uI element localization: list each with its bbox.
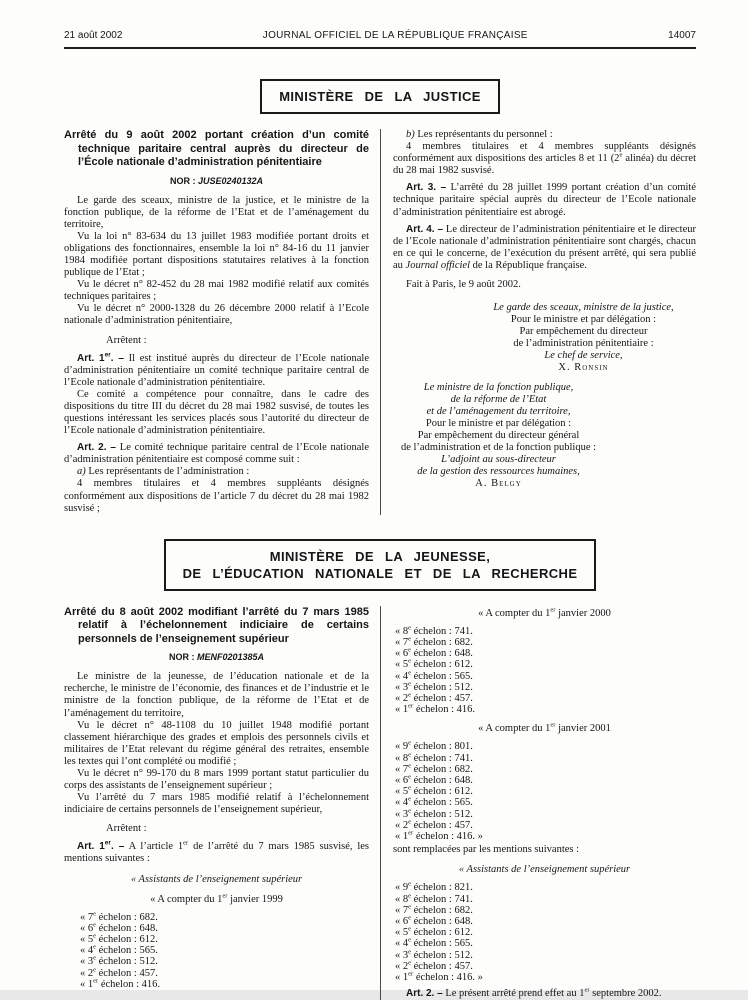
echelon-pre: « 5: [395, 786, 409, 798]
item-b-body-post: alinéa) du décret du 28 mai 1982 susvisé.: [393, 153, 696, 177]
ordinal-suffix: e: [408, 807, 412, 815]
ordinal-suffix: e: [408, 646, 412, 654]
echelon-line: [395, 626, 696, 637]
jeunesse-article-2: [393, 988, 696, 1000]
echelon-line: [395, 786, 696, 797]
echelon-list-1999: [64, 912, 369, 990]
ordinal-suffix: e: [408, 739, 412, 747]
ordinal-suffix: e: [408, 624, 412, 632]
ordinal-suffix: er: [183, 839, 189, 847]
jeunesse-vu-paragraph: Vu l’arrêté du 7 mars 1985 modifié relatif à l’échelonnement indiciaire de certains personnels de l’enseignement supérieur,: [64, 792, 369, 816]
echelon-value: échelon : 741.: [411, 625, 473, 637]
echelon-pre: « 6: [395, 915, 409, 927]
article-1-label-text: Art. 1: [77, 841, 105, 853]
article-2-label: Art. 2. –: [77, 442, 116, 454]
article-2-body: Le comité technique paritaire central de l’Ecole nationale d’administration pénitentiaire est composé comme suit :: [64, 442, 369, 466]
ordinal-suffix: e: [408, 773, 412, 781]
ordinal-suffix: e: [408, 959, 412, 967]
article-2-label: Art. 2. –: [406, 988, 443, 1000]
ordinal-suffix: e: [408, 936, 412, 944]
echelon-value: échelon : 648.: [411, 774, 473, 786]
item-b-text: Les représentants du personnel :: [417, 129, 553, 140]
header-date: 21 août 2002: [64, 30, 123, 41]
page-header: [64, 30, 696, 49]
echelon-line: [395, 797, 696, 808]
justice-article-3: [393, 182, 696, 218]
jeunesse-left-column: [64, 606, 380, 1000]
echelon-list-2001: [393, 741, 696, 842]
signature-title: de la gestion des ressources humaines,: [417, 465, 580, 477]
nor-label: NOR :: [168, 652, 195, 663]
compter-post: janvier 1999: [227, 893, 283, 905]
ordinal-suffix: e: [408, 892, 412, 899]
signature-line: de la réforme de l’Etat: [450, 393, 547, 405]
echelon-line: [80, 923, 369, 934]
fait-a-paris-line: Fait à Paris, le 9 août 2002.: [406, 279, 521, 291]
echelon-pre: « 4: [395, 797, 409, 809]
ordinal-suffix: e: [93, 921, 97, 929]
ordinal-suffix: er: [408, 829, 414, 837]
article-2-body-post: septembre 2002.: [589, 988, 662, 1000]
ordinal-suffix: er: [584, 986, 590, 994]
assistants-heading: « Assistants de l’enseignement supérieur: [130, 873, 303, 885]
echelon-pre: « 8: [395, 752, 409, 764]
justice-item-a-body: [64, 478, 369, 514]
item-a-text: Les représentants de l’administration :: [88, 466, 250, 478]
ministry-justice-title: MINISTÈRE DE LA JUSTICE: [279, 89, 481, 104]
signature-line: Le garde des sceaux, ministre de la justice,: [493, 301, 674, 313]
signatory-name: X. Ronsin: [558, 361, 609, 373]
ordinal-suffix: e: [93, 910, 97, 918]
justice-article-4: [393, 224, 696, 272]
ordinal-suffix: e: [93, 966, 97, 974]
jeunesse-intro-paragraph: Le ministre de la jeunesse, de l’éducation nationale et de la recherche, le ministre de l’économie, des finances et de l’industrie et le ministre de la fonction publique, de la réforme de l’Etat et de l’aménagement du territoire,: [64, 671, 369, 719]
ministry-jeunesse-box: [164, 539, 597, 591]
echelon-pre: « 5: [395, 659, 409, 671]
article-4-label: Art. 4. –: [406, 223, 444, 235]
echelon-value: échelon : 612.: [411, 786, 473, 798]
ordinal-suffix: e: [93, 954, 97, 962]
ordinal-suffix: e: [408, 914, 412, 922]
echelon-value: échelon : 741.: [411, 893, 473, 905]
justice-item-b-body: [393, 141, 696, 177]
echelon-pre: « 1: [395, 831, 409, 842]
article-2-body-pre: Le présent arrêté prend effet au 1: [445, 988, 585, 1000]
echelon-value: échelon : 741.: [411, 752, 473, 764]
echelon-value: échelon : 565.: [411, 670, 473, 682]
ordinal-suffix: er: [550, 721, 556, 729]
echelon-line: [80, 968, 369, 979]
echelon-value: échelon : 648.: [411, 648, 473, 660]
echelon-line: [395, 775, 696, 786]
echelon-line: [395, 916, 696, 927]
echelon-line: [395, 671, 696, 682]
signature-title: Le chef de service,: [544, 349, 623, 361]
echelon-pre: « 9: [395, 741, 409, 753]
article-1-body-pre: A l’article 1: [128, 841, 184, 853]
echelon-pre: « 2: [395, 692, 409, 704]
echelon-value: échelon : 648.: [96, 922, 158, 934]
echelon-value: échelon : 512.: [96, 956, 158, 968]
signature-title: L’adjoint au sous-directeur: [441, 453, 556, 465]
echelon-list-2000: [393, 626, 696, 716]
ordinal-suffix: er: [104, 351, 111, 359]
echelon-value: échelon : 512.: [411, 808, 473, 820]
echelon-line: [395, 894, 696, 905]
echelon-value: échelon : 457.: [411, 692, 473, 704]
justice-item-a: [64, 466, 369, 478]
jeunesse-nor-line: [64, 652, 369, 662]
article-1-body: Il est institué auprès du directeur de l’Ecole nationale d’administration pénitentiaire un comité technique paritaire central de l’Ecole nationale d’administration pénitentiaire.: [64, 352, 370, 388]
justice-arrete-title: Arrêté du 9 août 2002 portant création d’un comité technique paritaire central auprès du directeur de l’École nationale d’administration pénitentiaire: [64, 129, 369, 168]
echelon-pre: « 1: [395, 704, 409, 716]
echelon-value: échelon : 457.: [96, 967, 158, 979]
ordinal-suffix: e: [408, 657, 412, 665]
ministry-jeunesse-title-line2: DE L’ÉDUCATION NATIONALE ET DE LA RECHERCHE: [182, 565, 578, 581]
echelon-line: [80, 979, 369, 990]
echelon-pre: « 1: [395, 971, 409, 983]
echelon-value: échelon : 565.: [96, 945, 158, 957]
echelon-line: [395, 704, 696, 715]
nor-code: MENF0201385A: [196, 652, 265, 663]
signature-line: Par empêchement du directeur: [519, 325, 648, 337]
ordinal-suffix: e: [408, 635, 412, 643]
echelon-line: [395, 648, 696, 659]
item-b-body-pre: 4 membres titulaires et 4 membres suppléants désignés conformément aux dispositions des articles 8 et 11 (2: [393, 141, 696, 165]
nor-label: NOR :: [169, 175, 196, 186]
ordinal-suffix: e: [408, 903, 412, 911]
article-1-label: [77, 353, 124, 364]
ordinal-suffix: e: [408, 880, 412, 888]
echelon-pre: « 5: [395, 927, 409, 939]
echelon-value: échelon : 648.: [411, 915, 473, 927]
justice-vu-paragraph: Vu le décret n° 82-452 du 28 mai 1982 modifié relatif aux comités techniques paritaires ;: [64, 279, 369, 303]
jeunesse-vu-paragraph: Vu le décret n° 48-1108 du 10 juillet 1948 modifié portant classement hiérarchique des grades et emplois des personnels civils et militaires de l’Etat relevant du régime général des retraites, ensemble les textes qui l’ont complété ou modifié ;: [64, 719, 369, 767]
article-4-body-pre: Le directeur de l’administration pénitentiaire et le directeur de l’Ecole nationale d’administration pénitentiaire sont chargés, chacun en ce qui le concerne, de l’exécution du présent arrêté, qui sera publié au: [393, 223, 696, 271]
echelon-pre: « 6: [80, 922, 94, 934]
ministry-justice-box: [260, 79, 500, 114]
echelon-value: échelon : 416.: [98, 978, 161, 990]
echelon-value: échelon : 682.: [411, 763, 473, 775]
article-4-body-post: de la République française.: [470, 259, 587, 271]
echelon-line: [395, 809, 696, 820]
echelon-pre: « 2: [395, 960, 409, 972]
echelon-pre: « 7: [395, 636, 409, 648]
signature-line: de l’administration pénitentiaire :: [513, 337, 654, 349]
ordinal-suffix: er: [222, 892, 228, 900]
ministry-jeunesse-title-line1: MINISTÈRE DE LA JEUNESSE,: [269, 548, 491, 564]
article-1-label-dash: . –: [110, 352, 124, 364]
echelon-pre: « 5: [80, 933, 94, 945]
echelon-pre: « 2: [395, 819, 409, 831]
signature-line: de l’administration et de la fonction publique :: [400, 441, 597, 453]
jeunesse-vu-paragraph: Vu le décret n° 99-170 du 8 mars 1999 portant statut particulier du corps des assistants de l’enseignement supérieur ;: [64, 768, 369, 792]
echelon-line: [395, 905, 696, 916]
justice-article-1: [64, 353, 369, 389]
echelon-pre: « 3: [80, 956, 94, 968]
echelon-value: échelon : 416. »: [413, 971, 483, 983]
echelon-pre: « 8: [395, 625, 409, 637]
assistants-heading-2: « Assistants de l’enseignement supérieur: [458, 864, 631, 876]
echelon-line: [395, 753, 696, 764]
ordinal-suffix: er: [550, 606, 556, 614]
justice-vu-paragraph: Vu la loi n° 83-634 du 13 juillet 1983 modifiée portant droits et obligations des fonctionnaires, ensemble la loi n° 84-16 du 11 janvier 1984 modifiée portant dispositions statutaires relatives à la fonction publique de l’Etat ;: [64, 230, 369, 279]
justice-intro-paragraph: Le garde des sceaux, ministre de la justice, et le ministre de la fonction publique, de la réforme de l’Etat et de l’aménagement du territoire,: [64, 194, 369, 230]
echelon-value: échelon : 512.: [411, 949, 473, 961]
item-b-marker: b): [406, 129, 415, 140]
ordinal-suffix: e: [408, 925, 412, 933]
article-1-label: [77, 841, 124, 852]
echelon-pre: « 3: [395, 681, 409, 693]
signature-line: Par empêchement du directeur général: [417, 429, 580, 441]
signature-block-fonction-publique: [393, 382, 696, 490]
echelon-line: [395, 659, 696, 670]
echelon-pre: « 8: [395, 893, 409, 905]
item-a-marker: a): [77, 466, 86, 478]
echelon-line: [395, 741, 696, 752]
echelon-value: échelon : 457.: [411, 819, 473, 831]
echelon-value: échelon : 612.: [96, 933, 158, 945]
echelon-value: échelon : 612.: [411, 927, 473, 939]
echelon-line: [395, 637, 696, 648]
article-1-label-text: Art. 1: [77, 352, 105, 364]
echelon-line: [395, 927, 696, 938]
signature-block-justice: [393, 302, 696, 374]
echelon-line: [395, 764, 696, 775]
ordinal-suffix: e: [408, 784, 412, 792]
ordinal-suffix: e: [93, 932, 97, 940]
nor-code: JUSE0240132A: [197, 175, 264, 186]
echelon-line: [395, 938, 696, 949]
justice-left-column: [64, 129, 380, 515]
compter-pre: « A compter du 1: [478, 723, 551, 735]
echelon-value: échelon : 682.: [96, 911, 158, 923]
justice-item-b: [393, 129, 696, 141]
ordinal-suffix: e: [408, 751, 412, 759]
echelon-pre: « 2: [80, 967, 94, 979]
ordinal-suffix: er: [93, 977, 99, 985]
echelon-line: [80, 945, 369, 956]
item-a-body-text: 4 membres titulaires et 4 membres suppléants désignés conformément aux dispositions de l’article 7 du décret du 28 mai 1982 susvisé ;: [64, 478, 369, 514]
echelon-line: [80, 956, 369, 967]
ordinal-suffix: e: [408, 680, 412, 688]
echelon-line: [395, 682, 696, 693]
compter-1999-line: [64, 894, 369, 906]
echelon-pre: « 4: [80, 945, 94, 957]
echelon-pre: « 7: [80, 911, 94, 923]
echelon-line: [395, 950, 696, 961]
signature-line: et de l’aménagement du territoire,: [426, 405, 571, 417]
remplacees-line: sont remplacées par les mentions suivantes :: [393, 844, 580, 856]
article-3-body: L’arrêté du 28 juillet 1999 portant création d’un comité technique paritaire spécial auprès du directeur de l’Ecole nationale d’administration pénitentiaire est abrogé.: [393, 182, 697, 218]
justice-competence-paragraph: Ce comité a compétence pour connaître, dans le cadre des dispositions du titre III du décret du 28 mai 1982 susvisé, de toutes les questions intéressant les services placés sous l’autorité du directeur de l’Ecole nationale d’administration pénitentiaire.: [64, 388, 369, 437]
jeunesse-arretent-line: Arrêtent :: [106, 823, 147, 835]
justice-arretent-line: Arrêtent :: [106, 334, 147, 346]
compter-pre: « A compter du 1: [150, 893, 223, 905]
echelon-value: échelon : 512.: [411, 681, 473, 693]
signature-line: Pour le ministre et par délégation :: [425, 417, 572, 429]
signature-line: Le ministre de la fonction publique,: [423, 381, 574, 393]
echelon-value: échelon : 801.: [411, 741, 473, 753]
echelon-line: [395, 882, 696, 893]
justice-article-2: [64, 442, 369, 466]
article-1-label-dash: . –: [110, 841, 125, 853]
justice-right-column: [380, 129, 696, 515]
ordinal-suffix: e: [408, 948, 412, 956]
ordinal-suffix: er: [104, 840, 111, 848]
justice-vu-paragraph: Vu le décret n° 2000-1328 du 26 décembre 2000 relatif à l’Ecole nationale d’administration pénitentiaire,: [64, 303, 369, 327]
echelon-value: échelon : 416. »: [413, 831, 483, 842]
jeunesse-right-column: [380, 606, 696, 1000]
compter-2000-line: [393, 608, 696, 620]
compter-pre: « A compter du 1: [478, 607, 551, 619]
justice-nor-line: [64, 176, 369, 186]
echelon-line: [80, 934, 369, 945]
header-page-number: 14007: [668, 30, 696, 41]
echelon-pre: « 9: [395, 882, 409, 894]
echelon-line: [395, 831, 696, 842]
ordinal-suffix: e: [408, 691, 412, 699]
compter-post: janvier 2000: [555, 607, 611, 619]
journal-officiel-italic: Journal officiel: [405, 259, 470, 271]
echelon-value: échelon : 821.: [411, 882, 473, 894]
ordinal-suffix: e: [619, 151, 623, 159]
echelon-pre: « 7: [395, 763, 409, 775]
compter-post: janvier 2001: [555, 723, 611, 735]
ordinal-suffix: e: [408, 818, 412, 826]
echelon-line: [395, 961, 696, 972]
signatory-name: A. Belgy: [475, 477, 522, 489]
echelon-value: échelon : 682.: [411, 904, 473, 916]
echelon-line: [395, 972, 696, 983]
ordinal-suffix: e: [408, 669, 412, 677]
echelon-line: [80, 912, 369, 923]
echelon-value: échelon : 565.: [411, 797, 473, 809]
jeunesse-article-1: [64, 841, 369, 865]
article-3-label: Art. 3. –: [406, 182, 447, 194]
echelon-value: échelon : 457.: [411, 960, 473, 972]
compter-2001-line: [393, 723, 696, 735]
signature-line: Pour le ministre et par délégation :: [510, 313, 657, 325]
echelon-line: [395, 820, 696, 831]
justice-section: [64, 129, 696, 515]
echelon-pre: « 4: [395, 670, 409, 682]
echelon-pre: « 1: [80, 978, 94, 990]
article-1-body-post: de l’arrêté du 7 mars 1985 susvisé, les mentions suivantes :: [64, 841, 370, 865]
echelon-pre: « 6: [395, 774, 409, 786]
echelon-pre: « 6: [395, 648, 409, 660]
echelon-value: échelon : 682.: [411, 636, 473, 648]
header-journal-title: JOURNAL OFFICIEL DE LA RÉPUBLIQUE FRANÇAISE: [262, 30, 528, 41]
echelon-value: échelon : 612.: [411, 659, 473, 671]
echelon-value: échelon : 416.: [413, 704, 476, 716]
echelon-value: échelon : 565.: [411, 938, 473, 950]
jeunesse-arrete-title: Arrêté du 8 août 2002 modifiant l’arrêté du 7 mars 1985 relatif à l’échelonnement indiciaire de certains personnels de l’enseignement supérieur: [64, 605, 369, 645]
ordinal-suffix: er: [408, 702, 414, 710]
echelon-pre: « 3: [395, 808, 409, 820]
ordinal-suffix: e: [93, 943, 97, 951]
echelon-pre: « 4: [395, 938, 409, 950]
ordinal-suffix: er: [408, 970, 414, 978]
echelon-list-new: [393, 882, 696, 983]
echelon-line: [395, 693, 696, 704]
ordinal-suffix: e: [408, 762, 412, 770]
echelon-pre: « 3: [395, 949, 409, 961]
echelon-pre: « 7: [395, 904, 409, 916]
ordinal-suffix: e: [408, 795, 412, 803]
jeunesse-section: [64, 606, 696, 1000]
